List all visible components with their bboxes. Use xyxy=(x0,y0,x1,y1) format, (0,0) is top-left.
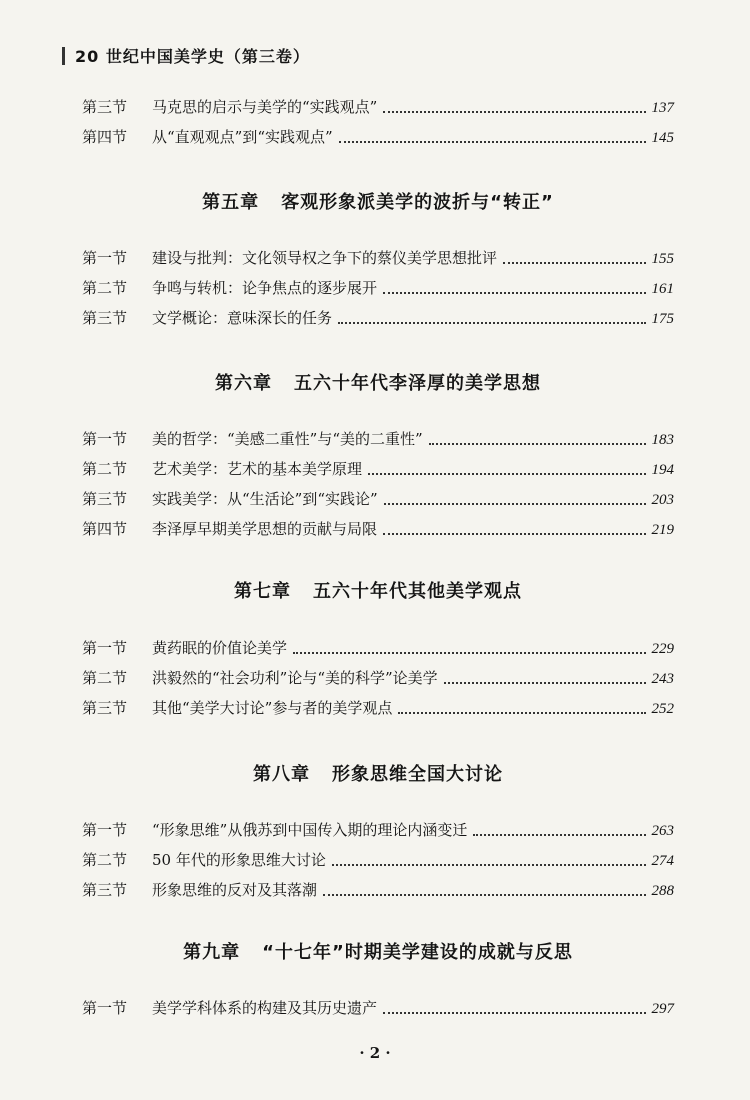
section-number: 第四节 xyxy=(82,520,128,538)
chapter-heading xyxy=(82,760,674,786)
leader-dots xyxy=(429,443,646,445)
chapter-heading xyxy=(82,577,674,603)
section-title: 从“直观观点”到“实践观点” xyxy=(152,128,333,146)
page-folio: · 2 · xyxy=(359,1044,391,1062)
chapter-title: “十七年”时期美学建设的成就与反思 xyxy=(262,942,573,963)
section-title: 实践美学：从“生活论”到“实践论” xyxy=(152,490,378,508)
section-title: “形象思维”从俄苏到中国传入期的理论内涵变迁 xyxy=(152,821,468,839)
section-number: 第三节 xyxy=(82,699,128,717)
toc-entry xyxy=(82,637,674,661)
section-number: 第一节 xyxy=(82,249,128,267)
page-number: 219 xyxy=(651,522,674,538)
page-number: 288 xyxy=(651,883,674,899)
toc-entry xyxy=(82,819,674,843)
toc-entry xyxy=(82,488,674,512)
section-number: 第四节 xyxy=(82,128,128,146)
header-bar xyxy=(62,47,65,65)
leader-dots xyxy=(339,141,646,143)
section-number: 第三节 xyxy=(82,881,128,899)
section-title: 李泽厚早期美学思想的贡献与局限 xyxy=(152,520,378,538)
section-number: 第三节 xyxy=(82,98,128,116)
toc-entry xyxy=(82,879,674,903)
page-number: 203 xyxy=(651,492,674,508)
section-number: 第一节 xyxy=(82,999,128,1017)
section-title: 其他“美学大讨论”参与者的美学观点 xyxy=(152,699,393,717)
chapter-heading xyxy=(82,369,674,395)
section-number: 第一节 xyxy=(82,821,128,839)
section-number: 第一节 xyxy=(82,430,128,448)
running-header xyxy=(62,44,310,67)
section-title: 洪毅然的“社会功利”论与“美的科学”论美学 xyxy=(152,669,438,687)
section-title: 50 年代的形象思维大讨论 xyxy=(152,851,326,869)
toc-entry xyxy=(82,849,674,873)
toc-entry xyxy=(82,997,674,1021)
toc-entry xyxy=(82,247,674,271)
leader-dots xyxy=(383,292,645,294)
section-number: 第三节 xyxy=(82,309,128,327)
page-number: 183 xyxy=(651,432,674,448)
section-title: 建设与批判：文化领导权之争下的蔡仪美学思想批评 xyxy=(152,249,498,267)
leader-dots xyxy=(398,712,645,714)
page-number: 137 xyxy=(651,100,674,116)
toc-entry xyxy=(82,518,674,542)
page-number: 161 xyxy=(651,281,674,297)
leader-dots xyxy=(338,322,645,324)
page-number: 263 xyxy=(651,823,674,839)
leader-dots xyxy=(332,864,646,866)
page-number: 243 xyxy=(651,671,674,687)
section-title: 艺术美学：艺术的基本美学原理 xyxy=(152,460,363,478)
section-number: 第二节 xyxy=(82,279,128,297)
section-title: 争鸣与转机：论争焦点的逐步展开 xyxy=(152,279,378,297)
chapter-heading xyxy=(82,938,674,964)
toc-entry xyxy=(82,96,674,120)
page-number: 145 xyxy=(651,130,674,146)
section-number: 第二节 xyxy=(82,851,128,869)
chapter-number: 第五章 xyxy=(202,192,260,213)
leader-dots xyxy=(323,894,645,896)
toc-entry xyxy=(82,458,674,482)
chapter-title: 五六十年代李泽厚的美学思想 xyxy=(294,373,541,394)
chapter-title: 五六十年代其他美学观点 xyxy=(313,581,522,602)
toc-entry xyxy=(82,126,674,150)
toc-entry xyxy=(82,697,674,721)
section-title: 形象思维的反对及其落潮 xyxy=(152,881,318,899)
leader-dots xyxy=(384,503,646,505)
section-number: 第二节 xyxy=(82,669,128,687)
leader-dots xyxy=(503,262,645,264)
section-title: 文学概论：意味深长的任务 xyxy=(152,309,333,327)
chapter-number: 第六章 xyxy=(215,373,272,394)
chapter-number: 第九章 xyxy=(183,942,241,963)
toc-entry xyxy=(82,428,674,452)
chapter-title: 客观形象派美学的波折与“转正” xyxy=(281,192,554,213)
section-title: 美学学科体系的构建及其历史遗产 xyxy=(152,999,378,1017)
leader-dots xyxy=(444,682,646,684)
leader-dots xyxy=(293,652,645,654)
chapter-heading xyxy=(82,188,674,214)
toc-entry xyxy=(82,277,674,301)
section-title: 黄药眠的价值论美学 xyxy=(152,639,288,657)
page-number: 175 xyxy=(651,311,674,327)
section-number: 第三节 xyxy=(82,490,128,508)
leader-dots xyxy=(383,533,645,535)
leader-dots xyxy=(383,111,645,113)
chapter-title: 形象思维全国大讨论 xyxy=(332,764,503,785)
page-number: 297 xyxy=(651,1001,674,1017)
book-title: 20 世纪中国美学史（第三卷） xyxy=(75,47,310,66)
chapter-number: 第八章 xyxy=(253,764,310,785)
section-number: 第一节 xyxy=(82,639,128,657)
leader-dots xyxy=(473,834,645,836)
chapter-number: 第七章 xyxy=(234,581,291,602)
leader-dots xyxy=(383,1012,645,1014)
leader-dots xyxy=(368,473,645,475)
page-number: 252 xyxy=(651,701,674,717)
toc-entry xyxy=(82,307,674,331)
page-number: 274 xyxy=(651,853,674,869)
toc-entry xyxy=(82,667,674,691)
section-title: 美的哲学：“美感二重性”与“美的二重性” xyxy=(152,430,423,448)
page-number: 155 xyxy=(651,251,674,267)
page-number: 229 xyxy=(651,641,674,657)
page-number: 194 xyxy=(651,462,674,478)
section-number: 第二节 xyxy=(82,460,128,478)
section-title: 马克思的启示与美学的“实践观点” xyxy=(152,98,378,116)
